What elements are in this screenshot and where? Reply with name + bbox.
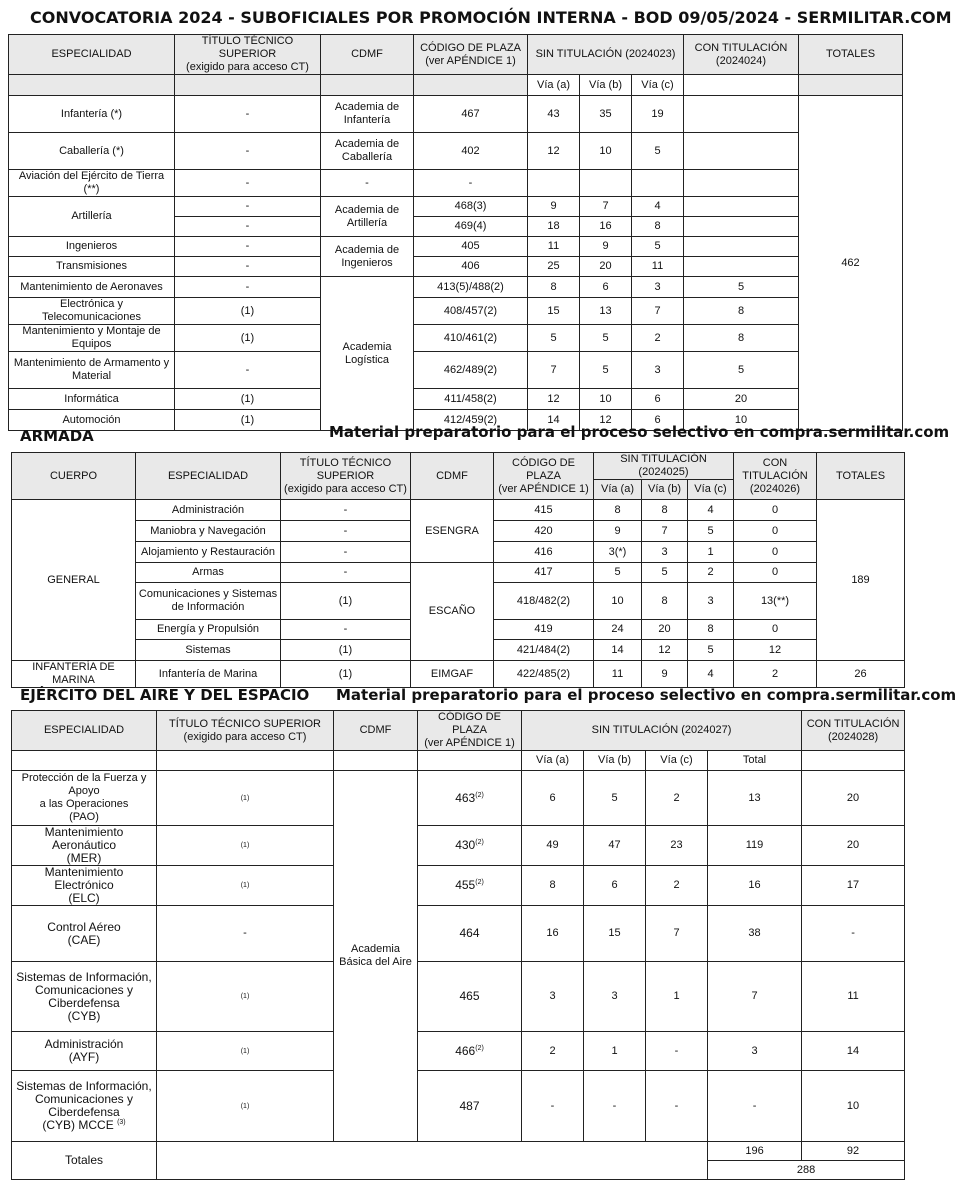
table-cell: 417 (494, 563, 594, 583)
table-cell: 10 (594, 583, 642, 620)
table-cell: Mantenimiento y Montaje de Equipos (9, 325, 175, 352)
table-cell: 2 (646, 771, 708, 826)
table-cell: 7 (708, 962, 802, 1032)
table-row (9, 257, 903, 277)
table-cell: 12 (580, 410, 632, 431)
table-cell: Automoción (9, 410, 175, 431)
table-cell: Energía y Propulsión (136, 620, 281, 640)
table-cell (684, 237, 799, 257)
table-cell: Mantenimiento Aeronáutico (MER) (12, 826, 157, 866)
table-cell: (1) (157, 1071, 334, 1142)
table-cell: 0 (734, 542, 817, 563)
table-row (12, 866, 905, 906)
table-cell: 2 (688, 563, 734, 583)
table-cell: 25 (528, 257, 580, 277)
table-cell: 465 (418, 962, 522, 1032)
table-cell: 469(4) (414, 217, 528, 237)
tierra-total: 462 (799, 96, 903, 431)
table-cell: Administración (136, 500, 281, 521)
header-con-titulacion: CON TITULACIÓN (2024026) (734, 453, 817, 500)
table-cell: 9 (580, 237, 632, 257)
table-cell: 10 (580, 389, 632, 410)
header-via-c: Vía (c) (632, 75, 684, 96)
header-via-b: Vía (b) (584, 751, 646, 771)
tierra-table (8, 34, 903, 431)
table-cell: 14 (594, 640, 642, 661)
table-cell: 7 (528, 352, 580, 389)
table-cell: 119 (708, 826, 802, 866)
header-especialidad: ESPECIALIDAD (136, 453, 281, 500)
table-cell: (1) (175, 389, 321, 410)
aire-cdmf: Academia Básica del Aire (334, 771, 418, 1142)
table-cell: - (802, 906, 905, 962)
header-via-a: Vía (a) (528, 75, 580, 96)
table-cell: - (157, 906, 334, 962)
table-cell: 15 (584, 906, 646, 962)
table-cell: 3(*) (594, 542, 642, 563)
table-cell: 5 (580, 352, 632, 389)
table-cell: - (708, 1071, 802, 1142)
table-cell (175, 75, 321, 96)
table-cell: 18 (528, 217, 580, 237)
table-cell: Aviación del Ejército de Tierra (**) (9, 170, 175, 197)
table-row (12, 1071, 905, 1142)
table-cell: Academia de Infantería (321, 96, 414, 133)
table-cell: 3 (688, 583, 734, 620)
table-row (12, 826, 905, 866)
table-cell: 6 (580, 277, 632, 298)
table-cell: Protección de la Fuerza y Apoyo a las Operaciones (PAO) (12, 771, 157, 826)
table-cell: 1 (584, 1032, 646, 1071)
table-cell: 13(**) (734, 583, 817, 620)
aire-heading: EJÉRCITO DEL AIRE Y DEL ESPACIO (20, 686, 310, 704)
table-cell: Caballería (*) (9, 133, 175, 170)
table-cell: 10 (802, 1071, 905, 1142)
table-cell: 4 (688, 661, 734, 688)
table-cell: 12 (528, 133, 580, 170)
header-codigo: CÓDIGO DE PLAZA (ver APÉNDICE 1) (494, 453, 594, 500)
table-cell: 0 (734, 563, 817, 583)
table-cell: EIMGAF (411, 661, 494, 688)
header-cdmf: CDMF (411, 453, 494, 500)
table-cell: 1 (646, 962, 708, 1032)
table-cell: 5 (594, 563, 642, 583)
table-cell: 408/457(2) (414, 298, 528, 325)
table-cell: (1) (281, 583, 411, 620)
table-cell: 15 (528, 298, 580, 325)
table-cell: (1) (175, 410, 321, 431)
table-cell: 8 (684, 298, 799, 325)
header-sin-titulacion: SIN TITULACIÓN (2024023) (528, 35, 684, 75)
table-row (12, 1032, 905, 1071)
table-cell: 7 (632, 298, 684, 325)
table-row (9, 389, 903, 410)
table-row (12, 962, 905, 1032)
table-cell: 6 (584, 866, 646, 906)
table-cell: - (281, 620, 411, 640)
table-cell: 418/482(2) (494, 583, 594, 620)
table-cell: 415 (494, 500, 594, 521)
table-cell: (1) (157, 866, 334, 906)
table-cell: 11 (802, 962, 905, 1032)
table-cell: 14 (528, 410, 580, 431)
table-cell: 3 (642, 542, 688, 563)
table-cell: 12 (528, 389, 580, 410)
header-via-a: Vía (a) (594, 480, 642, 500)
header-via-b: Vía (b) (642, 480, 688, 500)
table-cell: ESENGRA (411, 500, 494, 563)
table-cell: 463$^{(2)}$ (418, 771, 522, 826)
table-cell: 38 (708, 906, 802, 962)
table-cell: 17 (802, 866, 905, 906)
table-cell: (1) (175, 325, 321, 352)
table-cell (632, 170, 684, 197)
table-cell: 6 (632, 389, 684, 410)
table-cell (9, 75, 175, 96)
table-cell: 467 (414, 96, 528, 133)
table-cell (414, 75, 528, 96)
table-cell: 4 (688, 500, 734, 521)
table-cell: 8 (642, 583, 688, 620)
header-via-c: Vía (c) (646, 751, 708, 771)
table-cell: 412/459(2) (414, 410, 528, 431)
header-especialidad: ESPECIALIDAD (12, 711, 157, 751)
table-row (9, 298, 903, 325)
table-cell: 416 (494, 542, 594, 563)
table-cell (684, 96, 799, 133)
table-cell: Alojamiento y Restauración (136, 542, 281, 563)
table-cell (157, 751, 334, 771)
table-cell (684, 197, 799, 217)
table-cell (799, 75, 903, 96)
table-cell: - (281, 542, 411, 563)
header-codigo: CÓDIGO DE PLAZA (ver APÉNDICE 1) (414, 35, 528, 75)
table-cell: Academia de Ingenieros (321, 237, 414, 277)
table-cell: 5 (584, 771, 646, 826)
table-cell: 422/485(2) (494, 661, 594, 688)
table-cell (580, 170, 632, 197)
table-cell: 7 (642, 521, 688, 542)
table-row (12, 500, 905, 521)
header-total: Total (708, 751, 802, 771)
table-cell: - (522, 1071, 584, 1142)
table-cell: 406 (414, 257, 528, 277)
table-cell: Artillería (9, 197, 175, 237)
table-cell: Sistemas de Información, Comunicaciones y Ciberdefensa (CYB) (12, 962, 157, 1032)
table-cell: 2 (632, 325, 684, 352)
table-cell: (1) (157, 771, 334, 826)
table-cell: - (281, 500, 411, 521)
table-cell: 2 (646, 866, 708, 906)
table-cell (684, 133, 799, 170)
table-cell: 11 (632, 257, 684, 277)
table-cell: Sistemas (136, 640, 281, 661)
table-cell: 466$^{(2)}$ (418, 1032, 522, 1071)
table-cell: 11 (528, 237, 580, 257)
table-cell: 8 (632, 217, 684, 237)
table-row (12, 661, 905, 688)
table-cell: 419 (494, 620, 594, 640)
table-cell: (1) (157, 1032, 334, 1071)
table-cell: 430$^{(2)}$ (418, 826, 522, 866)
table-cell: 19 (632, 96, 684, 133)
header-codigo: CÓDIGO DE PLAZA (ver APÉNDICE 1) (418, 711, 522, 751)
table-cell: 8 (528, 277, 580, 298)
table-cell: 8 (522, 866, 584, 906)
table-cell: 0 (734, 500, 817, 521)
table-cell: 20 (642, 620, 688, 640)
table-cell: Maniobra y Navegación (136, 521, 281, 542)
table-cell: 7 (580, 197, 632, 217)
table-cell: - (646, 1032, 708, 1071)
table-cell (802, 751, 905, 771)
table-cell: - (414, 170, 528, 197)
header-especialidad: ESPECIALIDAD (9, 35, 175, 75)
table-cell: - (175, 96, 321, 133)
table-cell: 20 (684, 389, 799, 410)
table-cell: 410/461(2) (414, 325, 528, 352)
table-cell: Ingenieros (9, 237, 175, 257)
table-cell: 23 (646, 826, 708, 866)
totales-label: Totales (12, 1142, 157, 1180)
header-con-titulacion: CON TITULACIÓN (2024028) (802, 711, 905, 751)
table-cell: 9 (528, 197, 580, 217)
table-cell: (1) (157, 826, 334, 866)
header-totales: TOTALES (817, 453, 905, 500)
table-cell (157, 1142, 708, 1180)
header-titulo: TÍTULO TÉCNICO SUPERIOR (exigido para acceso CT) (157, 711, 334, 751)
table-row (12, 563, 905, 583)
table-cell: 8 (594, 500, 642, 521)
table-cell: 462/489(2) (414, 352, 528, 389)
aire-promo: Material preparatorio para el proceso selectivo en compra.sermilitar.com (336, 686, 956, 704)
table-cell (528, 170, 580, 197)
header-totales: TOTALES (799, 35, 903, 75)
table-cell: Control Aéreo (CAE) (12, 906, 157, 962)
header-sin-titulacion: SIN TITULACIÓN (2024027) (522, 711, 802, 751)
table-cell (321, 75, 414, 96)
table-cell (418, 751, 522, 771)
table-cell: 5 (642, 563, 688, 583)
table-cell: 5 (688, 640, 734, 661)
header-titulo: TÍTULO TÉCNICO SUPERIOR (exigido para acceso CT) (175, 35, 321, 75)
table-cell: 13 (580, 298, 632, 325)
table-cell: 464 (418, 906, 522, 962)
table-cell: 35 (580, 96, 632, 133)
table-cell: Mantenimiento de Armamento y Material (9, 352, 175, 389)
table-cell: Infantería (*) (9, 96, 175, 133)
table-cell: 3 (584, 962, 646, 1032)
table-cell: Academia de Caballería (321, 133, 414, 170)
table-cell: - (646, 1071, 708, 1142)
general-total: 189 (817, 500, 905, 661)
table-cell (684, 75, 799, 96)
table-cell: Academia Logística (321, 277, 414, 431)
table-row (9, 352, 903, 389)
table-cell: 24 (594, 620, 642, 640)
table-cell: 16 (522, 906, 584, 962)
header-via-c: Vía (c) (688, 480, 734, 500)
table-cell: 20 (802, 771, 905, 826)
armada-promo: Material preparatorio para el proceso selectivo en compra.sermilitar.com (329, 423, 950, 441)
armada-heading: ARMADA (20, 427, 94, 445)
table-cell: 0 (734, 620, 817, 640)
table-cell: - (175, 133, 321, 170)
table-cell: 12 (734, 640, 817, 661)
table-cell: 3 (632, 352, 684, 389)
table-cell: 8 (688, 620, 734, 640)
table-cell: 10 (580, 133, 632, 170)
table-cell: 5 (580, 325, 632, 352)
aire-table (11, 710, 905, 1180)
header-cuerpo: CUERPO (12, 453, 136, 500)
header-titulo: TÍTULO TÉCNICO SUPERIOR (exigido para acceso CT) (281, 453, 411, 500)
header-con-titulacion: CON TITULACIÓN (2024024) (684, 35, 799, 75)
cuerpo-general: GENERAL (12, 500, 136, 661)
table-cell: 5 (684, 352, 799, 389)
grand-total: 288 (708, 1161, 905, 1180)
table-cell (684, 257, 799, 277)
table-cell: 5 (632, 133, 684, 170)
table-cell: (1) (281, 661, 411, 688)
table-cell: - (281, 521, 411, 542)
table-cell: INFANTERÍA DE MARINA (12, 661, 136, 688)
table-cell: 12 (642, 640, 688, 661)
total-con: 92 (802, 1142, 905, 1161)
table-cell: Comunicaciones y Sistemas de Información (136, 583, 281, 620)
table-cell: Infantería de Marina (136, 661, 281, 688)
table-cell: - (175, 170, 321, 197)
table-cell: 11 (594, 661, 642, 688)
table-cell: 411/458(2) (414, 389, 528, 410)
table-cell: 13 (708, 771, 802, 826)
table-cell: Electrónica y Telecomunicaciones (9, 298, 175, 325)
table-cell: 421/484(2) (494, 640, 594, 661)
table-cell: 8 (684, 325, 799, 352)
table-cell: 9 (642, 661, 688, 688)
table-cell: (1) (281, 640, 411, 661)
table-cell: Informática (9, 389, 175, 410)
marina-total: 26 (817, 661, 905, 688)
header-sin-titulacion: SIN TITULACIÓN (2024025) (594, 453, 734, 480)
table-cell (684, 217, 799, 237)
table-cell: Mantenimiento Electrónico (ELC) (12, 866, 157, 906)
table-cell: 413(5)/488(2) (414, 277, 528, 298)
table-cell: 0 (734, 521, 817, 542)
header-via-a: Vía (a) (522, 751, 584, 771)
table-cell: 6 (632, 410, 684, 431)
table-cell: - (175, 257, 321, 277)
table-cell: 5 (632, 237, 684, 257)
table-cell: 420 (494, 521, 594, 542)
header-via-b: Vía (b) (580, 75, 632, 96)
table-cell: - (321, 170, 414, 197)
armada-table (11, 452, 905, 688)
page-title: CONVOCATORIA 2024 - SUBOFICIALES POR PROMOCIÓN INTERNA - BOD 09/05/2024 - SERMILITAR.COM (30, 8, 952, 27)
table-cell: 1 (688, 542, 734, 563)
table-cell: 6 (522, 771, 584, 826)
table-cell: 49 (522, 826, 584, 866)
table-row (9, 277, 903, 298)
table-cell: - (175, 217, 321, 237)
table-cell: - (175, 237, 321, 257)
header-cdmf: CDMF (334, 711, 418, 751)
table-cell: 3 (522, 962, 584, 1032)
table-cell: 16 (580, 217, 632, 237)
table-cell: (1) (157, 962, 334, 1032)
table-cell: 405 (414, 237, 528, 257)
table-cell: 9 (594, 521, 642, 542)
table-row (9, 197, 903, 217)
totals-row (12, 1142, 905, 1161)
table-cell: 468(3) (414, 197, 528, 217)
table-row (12, 771, 905, 826)
table-cell: - (281, 563, 411, 583)
table-cell: 43 (528, 96, 580, 133)
table-cell: 2 (734, 661, 817, 688)
table-cell: 402 (414, 133, 528, 170)
table-cell: 10 (684, 410, 799, 431)
table-cell: 5 (684, 277, 799, 298)
header-cdmf: CDMF (321, 35, 414, 75)
table-cell (334, 751, 418, 771)
table-cell: Mantenimiento de Aeronaves (9, 277, 175, 298)
table-cell: (1) (175, 298, 321, 325)
table-cell: 5 (688, 521, 734, 542)
table-cell: 2 (522, 1032, 584, 1071)
table-cell: 8 (642, 500, 688, 521)
table-cell: 487 (418, 1071, 522, 1142)
table-cell: 5 (528, 325, 580, 352)
table-cell: 20 (802, 826, 905, 866)
table-cell: Sistemas de Información, Comunicaciones y Ciberdefensa (CYB) MCCE $^{(3)}$ (12, 1071, 157, 1142)
table-cell: 3 (632, 277, 684, 298)
table-cell: Academia de Artillería (321, 197, 414, 237)
table-cell: 16 (708, 866, 802, 906)
table-cell: 20 (580, 257, 632, 277)
table-row (9, 325, 903, 352)
table-cell (684, 170, 799, 197)
table-cell: - (175, 197, 321, 217)
table-cell (12, 751, 157, 771)
table-cell: 7 (646, 906, 708, 962)
table-cell: ESCAÑO (411, 563, 494, 661)
table-row (9, 237, 903, 257)
table-cell: Armas (136, 563, 281, 583)
table-cell: 3 (708, 1032, 802, 1071)
table-cell: 4 (632, 197, 684, 217)
table-cell: 47 (584, 826, 646, 866)
table-cell: 455$^{(2)}$ (418, 866, 522, 906)
table-cell: 14 (802, 1032, 905, 1071)
table-row (9, 96, 903, 133)
table-cell: Administración (AYF) (12, 1032, 157, 1071)
table-cell: Transmisiones (9, 257, 175, 277)
table-row (9, 133, 903, 170)
table-row (9, 170, 903, 197)
table-cell: - (175, 352, 321, 389)
table-row (12, 906, 905, 962)
table-cell: - (175, 277, 321, 298)
total-sin: 196 (708, 1142, 802, 1161)
table-cell: - (584, 1071, 646, 1142)
